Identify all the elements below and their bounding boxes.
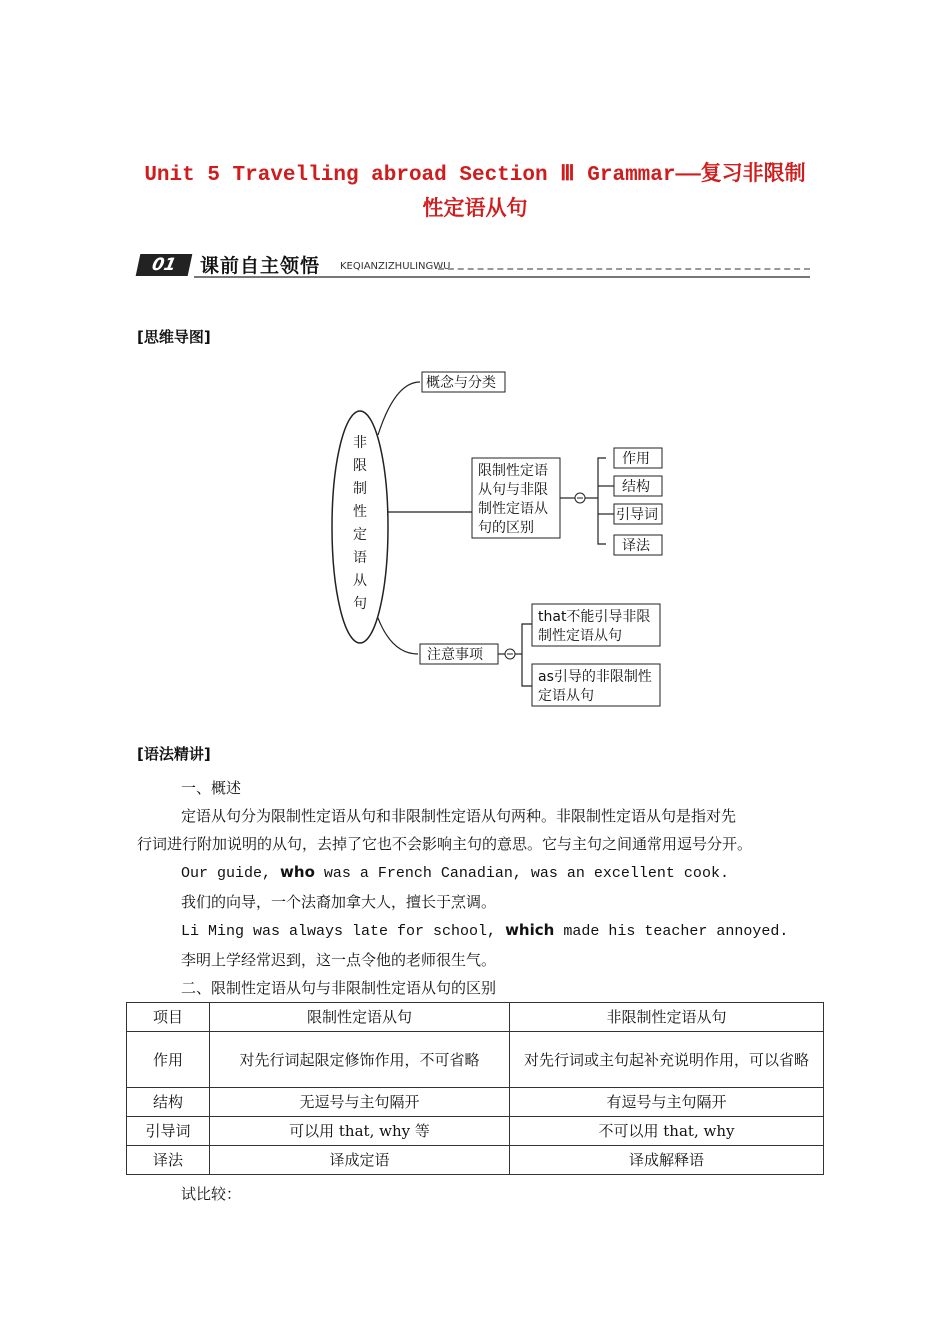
example-2-translation: 李明上学经常迟到，这一点令他的老师很生气。 <box>181 951 497 969</box>
root-char: 非 <box>353 435 367 451</box>
table-header-cell: 项目 <box>127 1003 210 1032</box>
example-2-key: which <box>505 921 555 939</box>
heading-difference: 二、限制性定语从句与非限制性定语从句的区别 <box>181 979 497 997</box>
example-2 <box>137 916 827 946</box>
node-notes-label: 注意事项 <box>427 647 483 663</box>
example-2-post: made his teacher annoyed. <box>554 923 789 940</box>
table-cell: 对先行词或主句起补充说明作用，可以省略 <box>510 1032 824 1088</box>
banner-number: 01 <box>136 254 193 276</box>
leaf-structure-label: 结构 <box>622 479 650 495</box>
node-difference-line: 限制性定语 <box>478 463 548 479</box>
comparison-table <box>126 1002 824 1175</box>
root-char: 定 <box>353 527 367 543</box>
banner-title: 课前自主领悟 <box>200 255 321 277</box>
leaf-that-note-line: that不能引导非限 <box>538 609 651 625</box>
table-header-row <box>127 1003 824 1032</box>
leaf-translation-label: 译法 <box>622 538 650 554</box>
example-2-pre: Li Ming was always late for school, <box>181 923 506 940</box>
example-1-key: who <box>280 863 315 881</box>
table-row <box>127 1088 824 1117</box>
table-header-cell: 限制性定语从句 <box>210 1003 510 1032</box>
root-char: 制 <box>353 481 367 497</box>
root-char: 从 <box>353 573 367 589</box>
table-row <box>127 1032 824 1088</box>
compare-label: 试比较： <box>181 1185 242 1203</box>
example-1-post: was a French Canadian, was an excellent cook. <box>314 865 729 882</box>
table-cell: 有逗号与主句隔开 <box>510 1088 824 1117</box>
table-cell: 无逗号与主句隔开 <box>210 1088 510 1117</box>
table-cell: 作用 <box>127 1032 210 1088</box>
table-cell: 对先行词起限定修饰作用，不可省略 <box>210 1032 510 1088</box>
heading-overview: 一、概述 <box>181 779 242 797</box>
table-cell: 译法 <box>127 1146 210 1175</box>
leaf-function-label: 作用 <box>622 451 650 467</box>
table-row <box>127 1146 824 1175</box>
example-1 <box>137 858 827 888</box>
example-1-translation: 我们的向导，一个法裔加拿大人，擅长于烹调。 <box>181 893 497 911</box>
node-difference-line: 制性定语从 <box>478 501 548 517</box>
bracket-diff <box>598 458 606 544</box>
connector-notes <box>378 618 418 654</box>
table-cell: 不可以用 that, why <box>510 1117 824 1146</box>
grammar-body <box>137 774 827 1002</box>
title-line-1: Unit 5 Travelling abroad Section Ⅲ Grammar——复习非限制 <box>144 164 806 187</box>
grammar-label: [语法精讲] <box>137 745 211 763</box>
root-char: 语 <box>353 550 367 566</box>
overview-line-1: 定语从句分为限制性定语从句和非限制性定语从句两种。非限制性定语从句是指对先 <box>181 807 737 825</box>
table-header-cell: 非限制性定语从句 <box>510 1003 824 1032</box>
banner-pinyin: KEQIANZIZHULINGWU <box>340 261 451 272</box>
node-difference-line: 从句与非限 <box>478 482 548 498</box>
table-cell: 可以用 that, why 等 <box>210 1117 510 1146</box>
leaf-as-note-line: 定语从句 <box>538 688 594 704</box>
connector-concept <box>378 382 420 435</box>
root-char: 句 <box>353 596 367 612</box>
leaf-as-note-line: as引导的非限制性 <box>538 669 652 685</box>
table-row <box>127 1117 824 1146</box>
table-cell: 译成定语 <box>210 1146 510 1175</box>
table-cell: 引导词 <box>127 1117 210 1146</box>
footer-text <box>137 1180 827 1208</box>
mindmap-label: [思维导图] <box>137 328 211 346</box>
title-line-2: 性定语从句 <box>422 195 528 220</box>
node-concept-label: 概念与分类 <box>426 375 496 391</box>
bracket-notes <box>522 624 532 686</box>
table-cell: 译成解释语 <box>510 1146 824 1175</box>
root-char: 限 <box>353 458 367 474</box>
node-difference-line: 句的区别 <box>478 520 534 536</box>
root-char: 性 <box>353 504 367 520</box>
overview-line-2: 行词进行附加说明的从句，去掉了它也不会影响主句的意思。它与主句之间通常用逗号分开。 <box>137 835 753 853</box>
leaf-that-note-line: 制性定语从句 <box>538 628 622 644</box>
leaf-relative-word-label: 引导词 <box>616 507 658 523</box>
table-cell: 结构 <box>127 1088 210 1117</box>
example-1-pre: Our guide, <box>181 865 281 882</box>
